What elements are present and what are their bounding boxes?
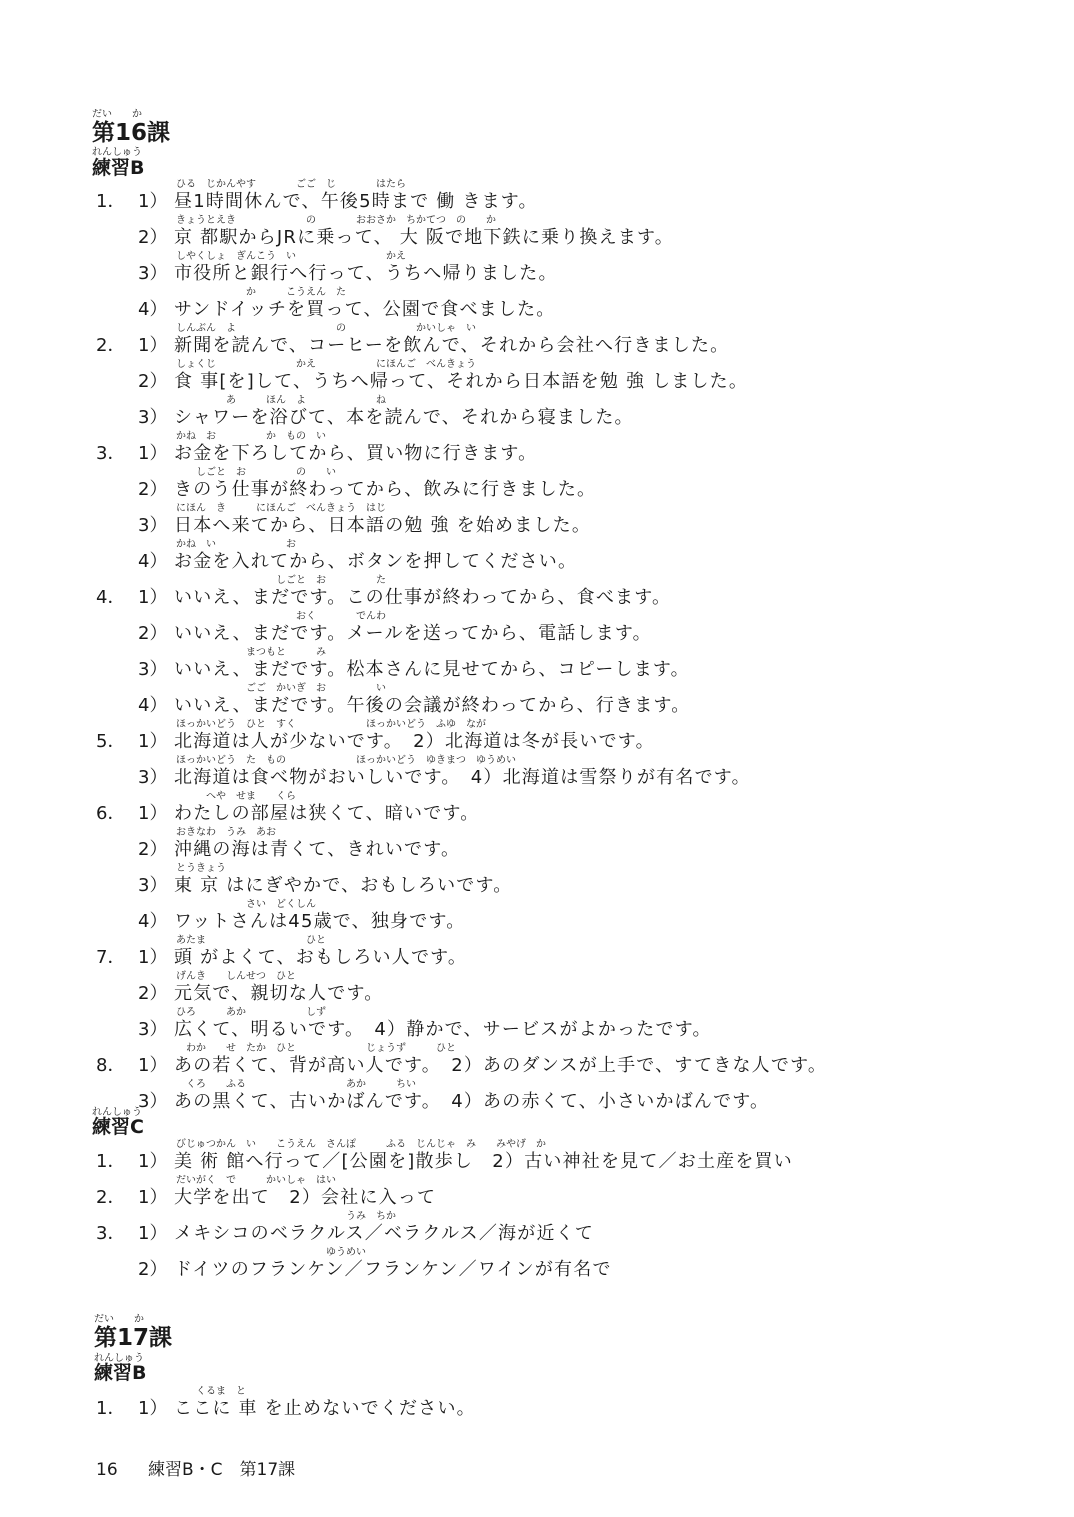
item-subnumber: 1） (138, 1187, 168, 1208)
item-ruby: くろ ふる あか ちい (176, 1079, 416, 1090)
item-subnumber: 2） (138, 983, 168, 1004)
item-ruby: まつもと み (176, 647, 326, 658)
item-ruby: しごと お の い (176, 467, 336, 478)
item-subnumber: 3） (138, 1019, 168, 1040)
item-subnumber: 2） (138, 479, 168, 500)
item-number: 7． (96, 947, 126, 968)
item-text: 北海道は人が少ないです。 2）北海道は冬が長いです。 (174, 731, 655, 752)
item-text: シャワーを浴びて、本を読んで、それから寝ました。 (174, 407, 634, 428)
item-ruby: さい どくしん (176, 899, 316, 910)
item-ruby: おく でんわ (176, 611, 386, 622)
item-ruby: うみ ちか (176, 1211, 396, 1222)
item-subnumber: 1） (138, 335, 168, 356)
item-subnumber: 1） (138, 1151, 168, 1172)
item-text: 元気で、親切な人です。 (174, 983, 384, 1004)
item-ruby: ゆうめい (176, 1247, 366, 1258)
item-number: 1． (96, 1151, 126, 1172)
item-text: お金を下ろしてから、買い物に行きます。 (174, 443, 538, 464)
item-subnumber: 1） (138, 731, 168, 752)
item-subnumber: 4） (138, 695, 168, 716)
lesson-title-ruby: だい か (94, 1314, 144, 1325)
section-title-ruby: れんしゅう (92, 147, 142, 158)
item-subnumber: 1） (138, 443, 168, 464)
lesson-title: 第17課 (94, 1325, 173, 1351)
running-title: 練習B・C 第17課 (148, 1460, 296, 1480)
item-subnumber: 2） (138, 839, 168, 860)
item-number: 6． (96, 803, 126, 824)
item-text: サンドイッチを買って、公園で食べました。 (174, 299, 556, 320)
item-text: 食 事[を]して、うちへ帰って、それから日本語を勉 強 しました。 (174, 371, 749, 392)
item-text: 東 京 はにぎやかで、おもしろいです。 (174, 875, 513, 896)
item-subnumber: 3） (138, 263, 168, 284)
item-ruby: ひろ あか しず (176, 1007, 326, 1018)
item-subnumber: 2） (138, 227, 168, 248)
item-text: 頭 がよくて、おもしろい人です。 (174, 947, 468, 968)
item-text: わたしの部屋は狭くて、暗いです。 (174, 803, 480, 824)
lesson-title-ruby: だい か (92, 109, 142, 120)
item-ruby: かね い お (176, 539, 296, 550)
item-ruby: くるま と (176, 1386, 246, 1397)
item-number: 4． (96, 587, 126, 608)
item-text: ワットさんは45歳で、独身です。 (174, 911, 466, 932)
item-ruby: びじゅつかん い こうえん さんぽ ふる じんじゃ み みやげ か (176, 1139, 546, 1150)
item-ruby: ほっかいどう た もの ほっかいどう ゆきまつ ゆうめい (176, 755, 516, 766)
item-text: いいえ、まだです。この仕事が終わってから、食べます。 (174, 587, 672, 608)
item-subnumber: 1） (138, 947, 168, 968)
item-number: 2． (96, 335, 126, 356)
item-text: あの黒くて、古いかばんです。 4）あの赤くて、小さいかばんです。 (174, 1091, 770, 1112)
item-ruby: とうきょう (176, 863, 226, 874)
item-subnumber: 4） (138, 911, 168, 932)
item-subnumber: 1） (138, 191, 168, 212)
item-number: 1． (96, 191, 126, 212)
item-text: 日本へ来てから、日本語の勉 強 を始めました。 (174, 515, 592, 536)
item-ruby: おきなわ うみ あお (176, 827, 276, 838)
item-text: いいえ、まだです。松本さんに見せてから、コピーします。 (174, 659, 690, 680)
item-subnumber: 3） (138, 407, 168, 428)
item-text: メキシコのベラクルス／ベラクルス／海が近くて (174, 1223, 595, 1244)
item-number: 1． (96, 1398, 126, 1419)
item-number: 5． (96, 731, 126, 752)
item-subnumber: 1） (138, 803, 168, 824)
item-ruby: ほっかいどう ひと すく ほっかいどう ふゆ なが (176, 719, 486, 730)
item-number: 2． (96, 1187, 126, 1208)
item-ruby: しょくじ かえ にほんご べんきょう (176, 359, 476, 370)
item-text: いいえ、まだです。午後の会議が終わってから、行きます。 (174, 695, 691, 716)
item-text: ドイツのフランケン／フランケン／ワインが有名で (174, 1259, 612, 1280)
item-text: 美 術 館へ行って／[公園を]散歩し 2）古い神社を見て／お土産を買い (174, 1151, 793, 1172)
item-text: 京 都駅からJRに乗って、 大 阪で地下鉄に乗り換えます。 (174, 227, 674, 248)
item-ruby: あ ほん よ ね (176, 395, 386, 406)
item-ruby: にほん き にほんご べんきょう はじ (176, 503, 386, 514)
item-ruby: か こうえん た (176, 287, 346, 298)
section-title-ruby: れんしゅう (92, 1107, 142, 1118)
item-ruby: かね お か もの い (176, 431, 326, 442)
item-subnumber: 4） (138, 551, 168, 572)
item-ruby: だいがく で かいしゃ はい (176, 1175, 336, 1186)
item-subnumber: 2） (138, 371, 168, 392)
item-text: 広くて、明るいです。 4）静かで、サービスがよかったです。 (174, 1019, 712, 1040)
item-subnumber: 1） (138, 1055, 168, 1076)
item-ruby: へや せま くら (176, 791, 296, 802)
item-text: いいえ、まだです。メールを送ってから、電話します。 (174, 623, 652, 644)
item-text: 大学を出て 2）会社に入って (174, 1187, 437, 1208)
item-subnumber: 2） (138, 1259, 168, 1280)
item-number: 3． (96, 1223, 126, 1244)
item-text: 北海道は食べ物がおいしいです。 4）北海道は雪祭りが有名です。 (174, 767, 751, 788)
item-number: 3． (96, 443, 126, 464)
item-subnumber: 4） (138, 299, 168, 320)
item-text: あの若くて、背が高い人です。 2）あのダンスが上手で、すてきな人です。 (174, 1055, 828, 1076)
item-ruby: わか せ たか ひと じょうず ひと (176, 1043, 456, 1054)
item-subnumber: 3） (138, 875, 168, 896)
item-ruby: しんぶん よ の かいしゃ い (176, 323, 476, 334)
item-ruby: げんき しんせつ ひと (176, 971, 296, 982)
item-text: ここに 車 を止めないでください。 (174, 1398, 476, 1419)
section-title-ruby: れんしゅう (94, 1353, 144, 1364)
item-ruby: あたま ひと (176, 935, 326, 946)
item-ruby: きょうとえき の おおさか ちかてつ の か (176, 215, 496, 226)
item-text: きのう仕事が終わってから、飲みに行きました。 (174, 479, 597, 500)
item-ruby: ひる じかんやす ごご じ はたら (176, 179, 406, 190)
item-subnumber: 1） (138, 1398, 168, 1419)
item-subnumber: 3） (138, 1091, 168, 1112)
item-text: 新聞を読んで、コーヒーを飲んで、それから会社へ行きました。 (174, 335, 730, 356)
section-title: 練習B (92, 157, 145, 179)
item-subnumber: 3） (138, 515, 168, 536)
item-subnumber: 1） (138, 587, 168, 608)
section-title: 練習C (92, 1116, 144, 1138)
page-number: 16 (96, 1460, 118, 1480)
item-text: 昼1時間休んで、午後5時まで 働 きます。 (174, 191, 538, 212)
section-title: 練習B (94, 1362, 147, 1384)
item-subnumber: 2） (138, 623, 168, 644)
item-text: 沖縄の海は青くて、きれいです。 (174, 839, 461, 860)
item-ruby: ごご かいぎ お い (176, 683, 386, 694)
item-subnumber: 1） (138, 1223, 168, 1244)
item-subnumber: 3） (138, 659, 168, 680)
item-ruby: しやくしょ ぎんこう い かえ (176, 251, 406, 262)
lesson-title: 第16課 (92, 120, 171, 146)
item-text: 市役所と銀行へ行って、うちへ帰りました。 (174, 263, 558, 284)
item-number: 8． (96, 1055, 126, 1076)
item-ruby: しごと お た (176, 575, 386, 586)
item-text: お金を入れてから、ボタンを押してください。 (174, 551, 578, 572)
item-subnumber: 3） (138, 767, 168, 788)
